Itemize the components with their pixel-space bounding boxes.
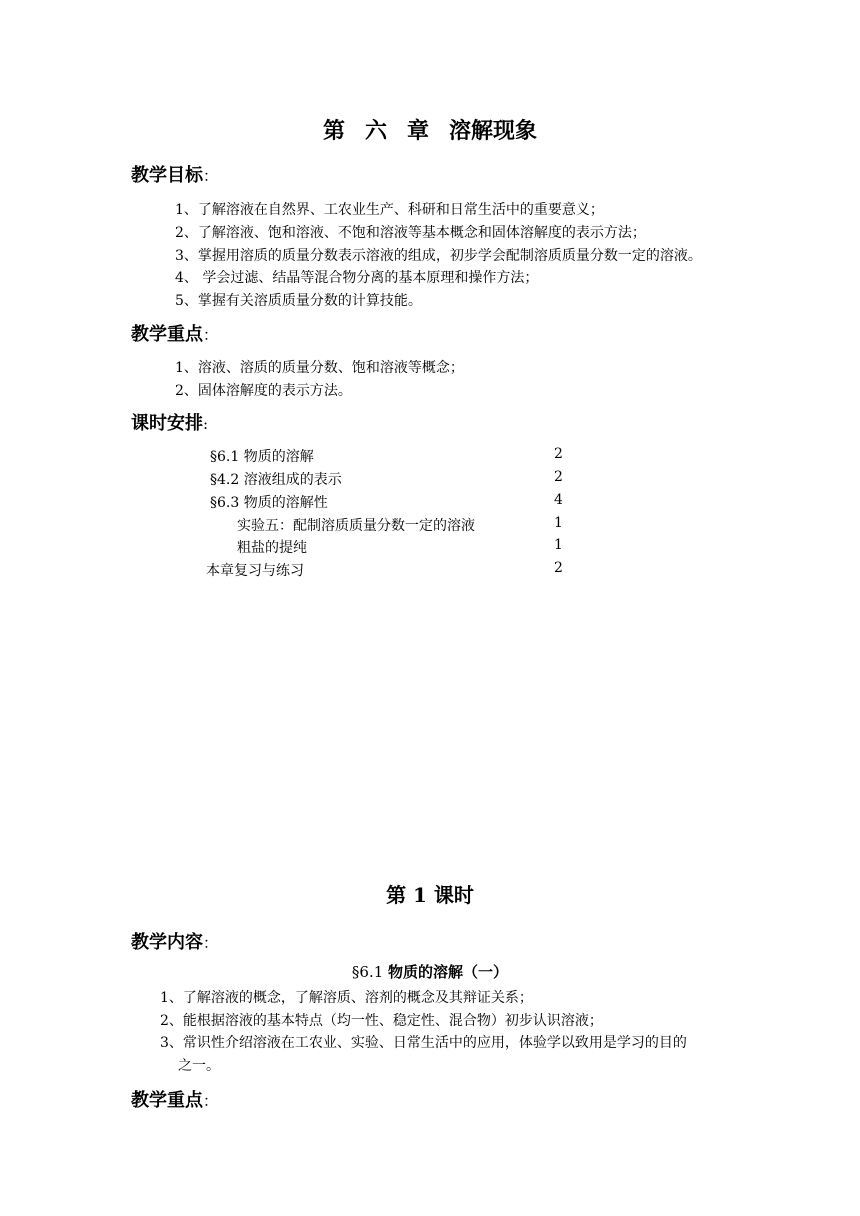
key-point-item: 1、溶液、溶质的质量分数、饱和溶液等概念； xyxy=(175,360,464,376)
section-number: §6.1 xyxy=(351,963,389,981)
schedule-row-label: §6.3 物质的溶解性 xyxy=(210,495,328,511)
objective-item: 2、了解溶液、饱和溶液、不饱和溶液等基本概念和固体溶解度的表示方法； xyxy=(175,225,646,241)
objective-item: 1、了解溶液在自然界、工农业生产、科研和日常生活中的重要意义； xyxy=(175,202,604,218)
schedule-row-hours: 2 xyxy=(554,469,563,485)
objectives-heading-colon: ： xyxy=(203,167,219,185)
content-heading-colon: ： xyxy=(203,934,219,952)
schedule-heading-text: 课时安排 xyxy=(131,413,203,434)
objective-item: 5、掌握有关溶质质量分数的计算技能。 xyxy=(175,293,422,309)
lesson-key-heading-text: 教学重点 xyxy=(131,1090,203,1111)
lesson-title: 第 1 课时 xyxy=(386,883,474,907)
content-item: 2、能根据溶液的基本特点（均一性、稳定性、混合物）初步认识溶液； xyxy=(160,1013,603,1029)
content-heading-text: 教学内容 xyxy=(131,932,203,953)
objective-item: 4、 学会过滤、结晶等混合物分离的基本原理和操作方法； xyxy=(175,270,539,286)
section-name: 物质的溶解（一） xyxy=(388,963,509,981)
key-points-heading xyxy=(131,320,218,346)
chapter-title-part2: 六 xyxy=(364,118,387,144)
key-points-heading-text: 教学重点 xyxy=(131,324,203,345)
chapter-title-part3: 章 xyxy=(407,118,430,144)
schedule-row-label: §4.2 溶液组成的表示 xyxy=(210,472,342,488)
section-title xyxy=(0,961,860,982)
key-point-item: 2、固体溶解度的表示方法。 xyxy=(175,383,352,399)
lesson-key-heading-colon: ： xyxy=(203,1092,219,1110)
schedule-row-label: 实验五：配制溶质质量分数一定的溶液 xyxy=(237,518,475,534)
schedule-row-label: 本章复习与练习 xyxy=(206,563,304,579)
schedule-row-hours: 2 xyxy=(554,446,563,462)
content-heading xyxy=(131,928,218,954)
chapter-title-text: 溶解现象 xyxy=(449,118,538,144)
objective-item: 3、掌握用溶质的质量分数表示溶液的组成，初步学会配制溶质质量分数一定的溶液。 xyxy=(175,248,702,264)
schedule-row-label: 粗盐的提纯 xyxy=(237,540,307,556)
schedule-heading xyxy=(131,409,208,435)
schedule-row-hours: 2 xyxy=(554,560,563,576)
content-item: 3、常识性介绍溶液在工农业、实验、日常生活中的应用，体验学以致用是学习的目的 xyxy=(160,1035,687,1051)
key-points-heading-colon: ： xyxy=(203,326,219,344)
schedule-row-hours: 1 xyxy=(554,537,563,553)
objectives-heading-text: 教学目标 xyxy=(131,165,203,186)
schedule-row-hours: 4 xyxy=(554,492,563,508)
schedule-row-label: §6.1 物质的溶解 xyxy=(210,449,314,465)
content-item: 1、了解溶液的概念，了解溶质、溶剂的概念及其辩证关系； xyxy=(160,990,533,1006)
chapter-title xyxy=(0,114,860,145)
content-item-continuation: 之一。 xyxy=(178,1058,220,1074)
chapter-title-part1: 第 xyxy=(322,118,345,144)
schedule-row-hours: 1 xyxy=(554,515,563,531)
schedule-heading-colon: : xyxy=(203,415,209,433)
lesson-key-heading xyxy=(131,1086,218,1112)
objectives-heading xyxy=(131,161,218,187)
